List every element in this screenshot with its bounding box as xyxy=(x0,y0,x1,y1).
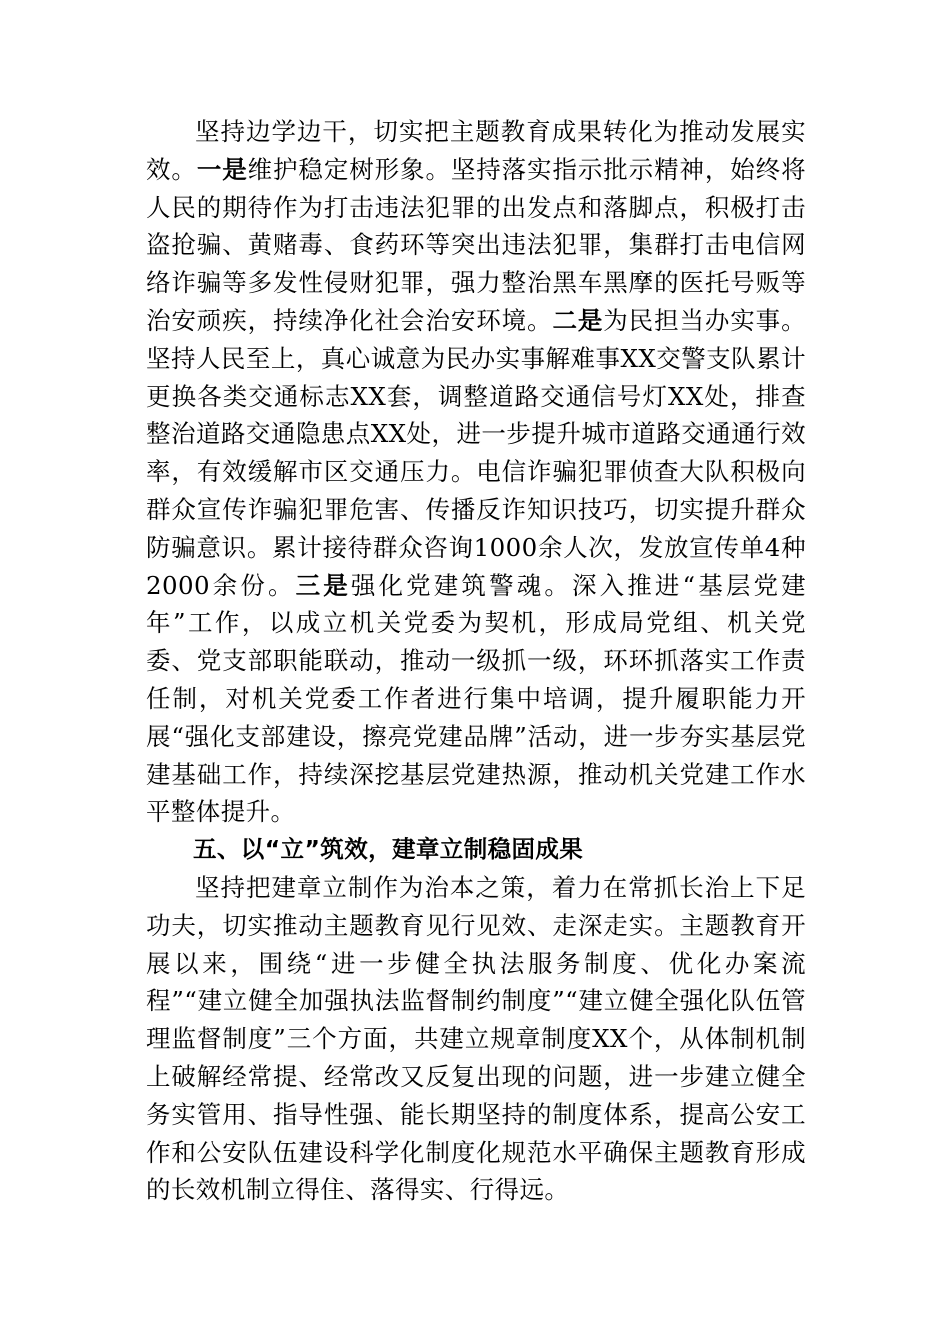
point-three-label: 三是 xyxy=(295,570,351,600)
paragraph-study-and-practice xyxy=(146,113,806,831)
paragraph-rules-and-systems: 坚持把建章立制作为治本之策，着力在常抓长治上下足功夫，切实推动主题教育见行见效、走深走实。主题教育开展以来，围绕“进一步健全执法服务制度、优化办案流程”“建立健全加强执法监督制约制度”“建立健全强化队伍管理监督制度”三个方面，共建立规章制度XX个，从体制机制上破解经常提、经常改又反复出现的问题，进一步建立健全务实管用、指导性强、能长期坚持的制度体系，提高公安工作和公安队伍建设科学化制度化规范水平确保主题教育形成的长效机制立得住、落得实、行得远。 xyxy=(146,872,806,1205)
paragraph-intro: 坚持边学边干，切实把主题教育成果转化为推动发展实效。 xyxy=(146,117,806,184)
document-body xyxy=(146,113,806,1209)
point-three-text: 强化党建筑警魂。深入推进“基层党建年”工作，以成立机关党委为契机，形成局党组、机关党委、党支部职能联动，推动一级抓一级，环环抓落实工作责任制，对机关党委工作者进行集中培调，提升履职能力开展“强化支部建设，擦亮党建品牌”活动，进一步夯实基层党建基础工作，持续深挖基层党建热源，推动机关党建工作水平整体提升。 xyxy=(146,570,806,827)
point-two-label: 二是 xyxy=(552,305,604,335)
point-one-label: 一是 xyxy=(196,154,248,184)
point-two-text: 为民担当办实事。坚持人民至上，真心诚意为民办实事解难事XX交警支队累计更换各类交通标志XX套，调整道路交通信号灯XX处，排查整治道路交通隐患点XX处，进一步提升城市道路交通通行效率，有效缓解市区交通压力。电信诈骗犯罪侦查大队积极向群众宣传诈骗犯罪危害、传播反诈知识技巧，切实提升群众防骗意识。累计接待群众咨询1000余人次，发放宣传单4种2000余份。 xyxy=(146,305,806,600)
point-one-text: 维护稳定树形象。坚持落实指示批示精神，始终将人民的期待作为打击违法犯罪的出发点和落脚点，积极打击盗抢骗、黄赌毒、食药环等突出违法犯罪，集群打击电信网络诈骗等多发性侵财犯罪，强力整治黑车黑摩的医托号贩等治安顽疾，持续净化社会治安环境。 xyxy=(146,154,806,335)
section-five-heading: 五、以“立”筑效，建章立制稳固成果 xyxy=(193,835,584,864)
